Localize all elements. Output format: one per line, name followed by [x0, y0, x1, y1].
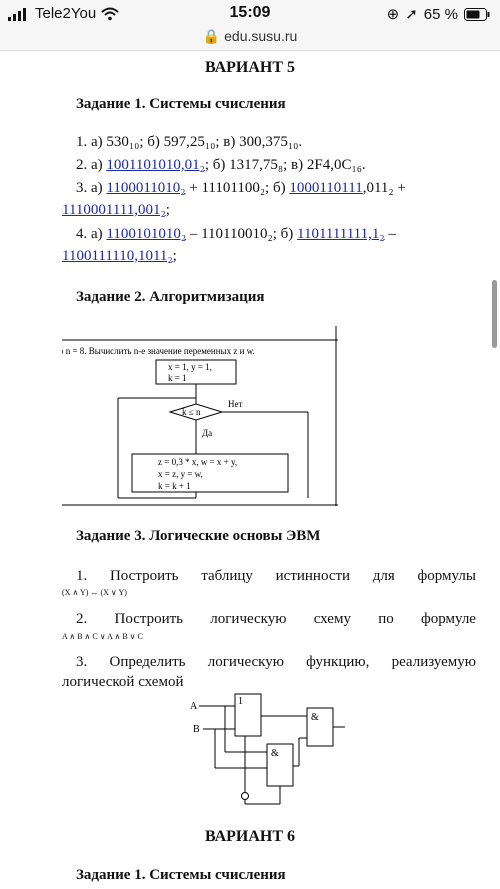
flow-body-3: k = k + 1: [158, 481, 191, 491]
variant6-title: ВАРИАНТ 6: [204, 828, 296, 845]
gate-and-1-label: &: [311, 712, 319, 723]
w: логическую: [210, 611, 287, 627]
flow-init-2: k = 1: [168, 373, 187, 383]
l2-prefix: 2. а): [76, 157, 103, 173]
w: реализуемую: [391, 654, 476, 670]
battery-percent: 65 %: [423, 5, 458, 23]
battery-icon: [464, 8, 490, 21]
flow-condition: k ≤ n: [182, 407, 201, 417]
task1-line2: [76, 157, 366, 174]
task3-item3-cont: логической схемой: [62, 674, 184, 690]
address-bar[interactable]: [0, 28, 500, 51]
scrollbar[interactable]: [492, 280, 497, 348]
w: для: [372, 568, 395, 584]
lock-icon: 🔒: [202, 28, 221, 44]
flow-body-2: x = z, y = w,: [158, 469, 203, 479]
l4-link-b[interactable]: 1101111111,1₂: [297, 226, 385, 242]
l3-link-d[interactable]: 1110001111,001₂: [62, 202, 166, 218]
variant6-task1-title: Задание 1. Системы счисления: [76, 867, 286, 883]
task1-line3: [76, 180, 406, 197]
variant5-title: ВАРИАНТ 5: [204, 59, 296, 76]
l4-prefix: 4. а): [76, 226, 103, 242]
clock: 15:09: [229, 4, 271, 21]
l3-rest: ,011₂ +: [362, 180, 406, 196]
task3-item3: [76, 654, 476, 671]
task2-title: Задание 2. Алгоритмизация: [76, 289, 265, 305]
l3-link-a[interactable]: 1100011010₂: [106, 180, 186, 196]
w: по: [378, 611, 394, 627]
task3-item1: [76, 568, 476, 585]
w: логическую: [207, 654, 284, 670]
w: Построить: [114, 611, 184, 627]
status-right: [387, 5, 490, 23]
input-a-label: A: [190, 701, 198, 712]
gate-and-2-label: &: [271, 748, 279, 759]
task3-item2: [76, 611, 476, 628]
w: таблицу: [201, 568, 253, 584]
flow-caption: Дано n = 8. Вычислить n-е значение переменных z и w.: [62, 346, 255, 356]
formula-2: A ∧ B ∧ C ∨ A ∧ B ∨ C: [62, 632, 143, 641]
l3-mid: + 11101100₂; б): [189, 180, 286, 196]
carrier-name: Tele2You: [35, 5, 97, 22]
status-bar: [0, 0, 500, 28]
w: истинности: [275, 568, 351, 584]
flow-no-label: Нет: [228, 399, 243, 409]
task3-title: Задание 3. Логические основы ЭВМ: [76, 528, 321, 544]
flow-body-1: z = 0,3 * x, w = x + y,: [158, 457, 238, 467]
w: формуле: [421, 611, 476, 627]
logic-circuit: [185, 688, 345, 808]
l4-dash: –: [388, 226, 396, 242]
task1-line1: 1. а) 530₁₀; б) 597,25₁₀; в) 300,375₁₀.: [76, 134, 303, 150]
w: Построить: [109, 568, 179, 584]
task1-line4-cont: [62, 248, 177, 265]
l3-prefix: 3. а): [76, 180, 103, 196]
w: 1.: [76, 568, 88, 584]
formula-1: (X ∧ Y) ↔ (X ∨ Y): [62, 588, 127, 597]
l2-rest: ; б) 1317,75₈; в) 2F4,0C₁₆.: [204, 157, 366, 173]
flow-yes-label: Да: [202, 428, 213, 438]
task1-title: Задание 1. Системы счисления: [76, 96, 286, 112]
w: 3.: [76, 654, 88, 670]
input-b-label: B: [193, 724, 200, 735]
l3-link-b[interactable]: 1000110111: [289, 180, 363, 196]
l4-end: ;: [172, 248, 177, 264]
w: функцию,: [306, 654, 370, 670]
flowchart: [62, 326, 338, 506]
url-text: edu.susu.ru: [224, 28, 298, 44]
document: [0, 50, 500, 889]
w: Определить: [109, 654, 186, 670]
l4-link-d[interactable]: 1100111110,1011₂: [62, 248, 173, 264]
w: схему: [313, 611, 351, 627]
location-icon: ➚: [405, 6, 418, 23]
task1-line3-cont: [62, 202, 170, 219]
orientation-lock-icon: ⊕: [386, 6, 400, 23]
w: 2.: [76, 611, 88, 627]
gate-or-label: 1: [238, 696, 243, 707]
l2-link[interactable]: 1001101010,01₂: [106, 157, 205, 173]
flow-init-1: x = 1, y = 1,: [168, 362, 212, 372]
l4-link-a[interactable]: 1100101010₂: [106, 226, 187, 242]
w: формулы: [417, 568, 476, 584]
l3-end: ;: [165, 202, 170, 218]
l4-mid: – 110110010₂; б): [189, 226, 294, 242]
task1-line4: [76, 226, 396, 243]
